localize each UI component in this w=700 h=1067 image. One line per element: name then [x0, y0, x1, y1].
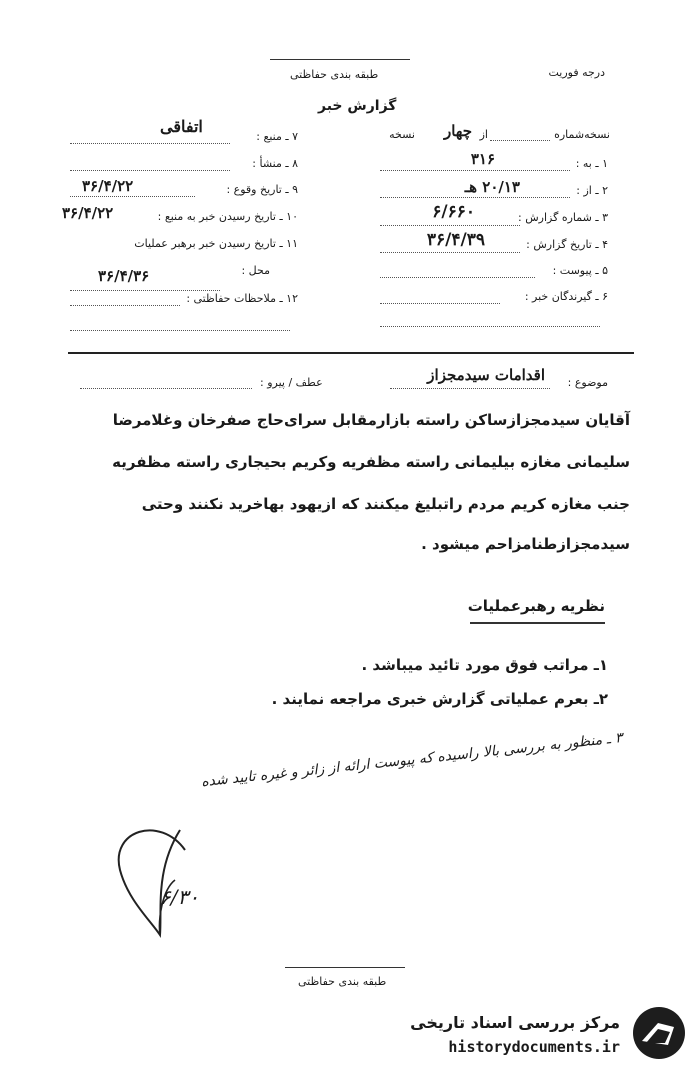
copy-number-label: نسخه‌شماره	[554, 128, 610, 141]
notes-label: ۱۲ ـ ملاحظات حفاظتی :	[186, 292, 298, 305]
subject-value: اقدامات سیدمجزاز	[427, 366, 545, 384]
report-date-label: ۴ ـ تاریخ گزارش :	[526, 238, 608, 251]
place-value: ۳۶/۴/۳۶	[98, 267, 150, 285]
attachment-label: ۵ ـ پیوست :	[552, 264, 608, 277]
to-label: ۱ ـ به :	[575, 157, 608, 170]
place-dots	[70, 290, 220, 291]
report-date-value: ۳۶/۴/۳۹	[426, 230, 485, 250]
source-label: ۷ ـ منبع :	[256, 130, 298, 143]
attachment-dots	[380, 277, 535, 278]
operations-heading: نظریه رهبرعملیات	[467, 597, 605, 615]
to-dots	[380, 170, 570, 171]
signature-date: ۶/۳۰	[160, 885, 199, 909]
urgency-label: درجه فوریت	[548, 66, 605, 79]
classification-bottom-line	[285, 967, 405, 968]
from-dots	[380, 197, 570, 198]
watermark-name: مرکز بررسی اسناد تاریخی	[410, 1013, 620, 1032]
operations-heading-underline	[470, 622, 605, 624]
report-title: گزارش خبر	[318, 98, 397, 114]
copy-of-label: از	[479, 128, 488, 141]
recipients-label: ۶ ـ گیرندگان خبر :	[524, 290, 608, 303]
subject-label: موضوع :	[567, 376, 608, 389]
subject-dots	[390, 388, 550, 389]
notes-dots-2	[70, 330, 290, 331]
reached-source-value: ۳۶/۴/۲۲	[62, 204, 114, 222]
recipients-dots-2	[380, 326, 600, 327]
report-no-dots	[380, 225, 520, 226]
origin-label: ۸ ـ منشأ :	[252, 157, 298, 170]
handwritten-note: ۳ ـ منظور به بررسی بالا راسیده که پیوست ارائه از زائر و غیره تایید شده	[199, 730, 623, 791]
copy-number-dots	[490, 140, 550, 141]
reached-head-label: ۱۱ ـ تاریخ رسیدن خبر برهبر عملیات	[134, 237, 298, 250]
to-value: ۳۱۶	[470, 150, 495, 168]
watermark-url: historydocuments.ir	[448, 1038, 620, 1056]
body-line: سیدمجزازطنامزاحم میشود .	[421, 535, 630, 553]
occurrence-value: ۳۶/۴/۲۲	[82, 177, 134, 195]
copy-word-label: نسخه	[389, 128, 415, 141]
archive-logo-icon	[628, 1005, 690, 1061]
body-line: آقایان سیدمجزازساکن راسته بازارمقابل سرای‌حاج صفرخان وغلامرضا	[112, 411, 630, 429]
body-line: جنب مغازه کریم مردم راتبلیغ میکنند که ازیهود بهاخرید نکنند وحتی	[141, 495, 630, 513]
origin-dots	[70, 170, 230, 171]
classification-top-line	[270, 59, 410, 60]
source-dots	[70, 143, 230, 144]
body-line: سلیمانی مغازه بیلیمانی راسته مظفریه وکریم بحیجاری راسته مظفریه	[112, 453, 630, 471]
occurrence-label: ۹ ـ تاریخ وقوع :	[226, 183, 298, 196]
classification-top: طبقه بندی حفاظتی	[290, 68, 379, 81]
classification-bottom: طبقه بندی حفاظتی	[298, 975, 387, 988]
operations-item: ۱ـ مراتب فوق مورد تائید میباشد .	[361, 656, 608, 674]
report-no-label: ۳ ـ شماره گزارش :	[518, 211, 608, 224]
report-no-value: ۶/۶۶۰	[432, 202, 475, 222]
notes-dots	[70, 305, 180, 306]
occurrence-dots	[70, 196, 195, 197]
from-label: ۲ ـ از :	[576, 184, 608, 197]
ref-dots	[80, 388, 252, 389]
ref-label: عطف / پیرو :	[260, 376, 323, 389]
signature	[100, 810, 240, 950]
source-value: اتفاقی	[160, 117, 203, 136]
copy-count-value: چهار	[443, 122, 472, 140]
section-divider	[68, 352, 634, 354]
reached-source-label: ۱۰ ـ تاریخ رسیدن خبر به منبع :	[157, 210, 298, 223]
recipients-dots	[380, 303, 500, 304]
report-date-dots	[380, 252, 520, 253]
from-value: ۲۰/۱۳ هـ	[464, 178, 520, 196]
operations-item: ۲ـ بعرم عملیاتی گزارش خبری مراجعه نمایند .	[271, 690, 608, 708]
place-label: محل :	[241, 264, 270, 277]
